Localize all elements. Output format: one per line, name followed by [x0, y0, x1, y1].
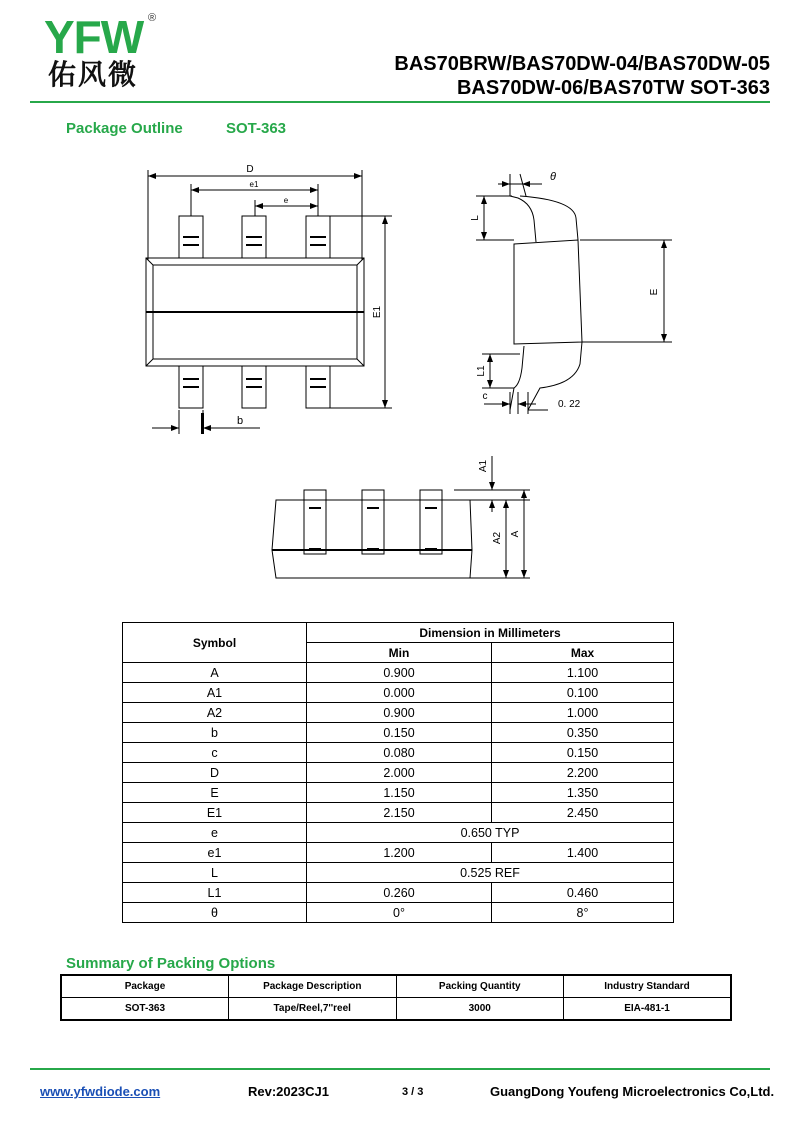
dimension-row — [123, 823, 674, 843]
dimension-symbol: θ — [123, 903, 307, 923]
page-number: 3 / 3 — [402, 1086, 424, 1098]
revision-label: Rev:2023CJ1 — [248, 1084, 329, 1099]
label-a: A — [510, 530, 521, 538]
dimension-symbol: L — [123, 863, 307, 883]
dimension-row — [123, 743, 674, 763]
package-name-label: SOT-363 — [226, 120, 287, 137]
packing-header-package: Package — [61, 975, 229, 998]
dimension-row — [123, 723, 674, 743]
dimension-symbol: A — [123, 663, 307, 683]
dimension-row — [123, 883, 674, 903]
dimension-row — [123, 683, 674, 703]
dimension-max: 0.150 — [492, 743, 674, 763]
dimension-symbol: A1 — [123, 683, 307, 703]
dimension-min: 0.900 — [307, 663, 492, 683]
dimension-max: 1.100 — [492, 663, 674, 683]
dimension-min: 0° — [307, 903, 492, 923]
package-outline-label: Package Outline — [66, 120, 183, 137]
label-e-vertical: E — [649, 288, 660, 296]
label-l: L — [470, 215, 481, 221]
dimension-max: 1.400 — [492, 843, 674, 863]
dimension-symbol: D — [123, 763, 307, 783]
dimension-row — [123, 903, 674, 923]
dimension-max: 2.200 — [492, 763, 674, 783]
dimension-symbol: A2 — [123, 703, 307, 723]
dimension-min: 2.150 — [307, 803, 492, 823]
packing-header-standard: Industry Standard — [564, 975, 732, 998]
title-line-2: BAS70DW-06/BAS70TW SOT-363 — [456, 77, 770, 99]
dimension-typ: 0.650 TYP — [307, 823, 674, 843]
max-header: Max — [492, 643, 674, 663]
dimension-min: 0.150 — [307, 723, 492, 743]
dimension-row — [123, 863, 674, 883]
dimensions-table-body — [123, 663, 674, 923]
dimension-symbol: e — [123, 823, 307, 843]
dimension-min: 0.260 — [307, 883, 492, 903]
packing-package: SOT-363 — [61, 998, 229, 1021]
footer-divider — [30, 1068, 770, 1070]
dimension-min: 0.900 — [307, 703, 492, 723]
website-link[interactable]: www.yfwdiode.com — [40, 1084, 161, 1099]
logo-chinese: 佑风微 — [48, 59, 139, 90]
dimension-row — [123, 843, 674, 863]
dimension-max: 0.460 — [492, 883, 674, 903]
label-0-22: 0. 22 — [558, 399, 581, 410]
dimension-row — [123, 763, 674, 783]
dimension-symbol: E — [123, 783, 307, 803]
dimension-typ: 0.525 REF — [307, 863, 674, 883]
dimension-row — [123, 783, 674, 803]
dimension-min: 1.150 — [307, 783, 492, 803]
dimension-symbol: E1 — [123, 803, 307, 823]
dimension-min: 2.000 — [307, 763, 492, 783]
label-e1: e1 — [249, 180, 259, 189]
dimension-symbol: c — [123, 743, 307, 763]
dimension-min: 0.080 — [307, 743, 492, 763]
packing-header-description: Package Description — [229, 975, 397, 998]
dimension-row — [123, 663, 674, 683]
label-b: b — [236, 415, 244, 427]
dimension-max: 2.450 — [492, 803, 674, 823]
dimension-symbol: e1 — [123, 843, 307, 863]
label-e1-vertical: E1 — [372, 305, 383, 319]
dimension-max: 1.350 — [492, 783, 674, 803]
packing-title: Summary of Packing Options — [66, 955, 276, 972]
dimension-min: 0.000 — [307, 683, 492, 703]
dimension-row — [123, 803, 674, 823]
packing-standard: EIA-481-1 — [564, 998, 732, 1021]
title-line-1: BAS70BRW/BAS70DW-04/BAS70DW-05 — [394, 53, 770, 75]
logo-text: YFW — [44, 11, 144, 63]
label-a2: A2 — [492, 531, 503, 545]
dimensions-table — [122, 622, 674, 923]
dimension-max: 1.000 — [492, 703, 674, 723]
label-c: c — [482, 391, 488, 402]
symbol-header: Symbol — [123, 623, 307, 663]
packing-table — [60, 974, 732, 1021]
packing-description: Tape/Reel,7''reel — [229, 998, 397, 1021]
label-e: e — [283, 196, 289, 205]
label-a1: A1 — [478, 459, 489, 473]
company-name: GuangDong Youfeng Microelectronics Co,Ltd. — [490, 1084, 775, 1099]
dimension-symbol: b — [123, 723, 307, 743]
dimension-min: 1.200 — [307, 843, 492, 863]
packing-quantity: 3000 — [396, 998, 564, 1021]
dimension-max: 0.350 — [492, 723, 674, 743]
label-d: D — [246, 164, 254, 175]
dimension-group-header: Dimension in Millimeters — [307, 623, 674, 643]
registered-mark: ® — [148, 12, 157, 24]
dimension-symbol: L1 — [123, 883, 307, 903]
packing-header-quantity: Packing Quantity — [396, 975, 564, 998]
dimension-max: 8° — [492, 903, 674, 923]
dimension-max: 0.100 — [492, 683, 674, 703]
dimension-row — [123, 703, 674, 723]
label-l1: L1 — [476, 365, 487, 377]
min-header: Min — [307, 643, 492, 663]
label-theta: θ — [550, 171, 556, 183]
